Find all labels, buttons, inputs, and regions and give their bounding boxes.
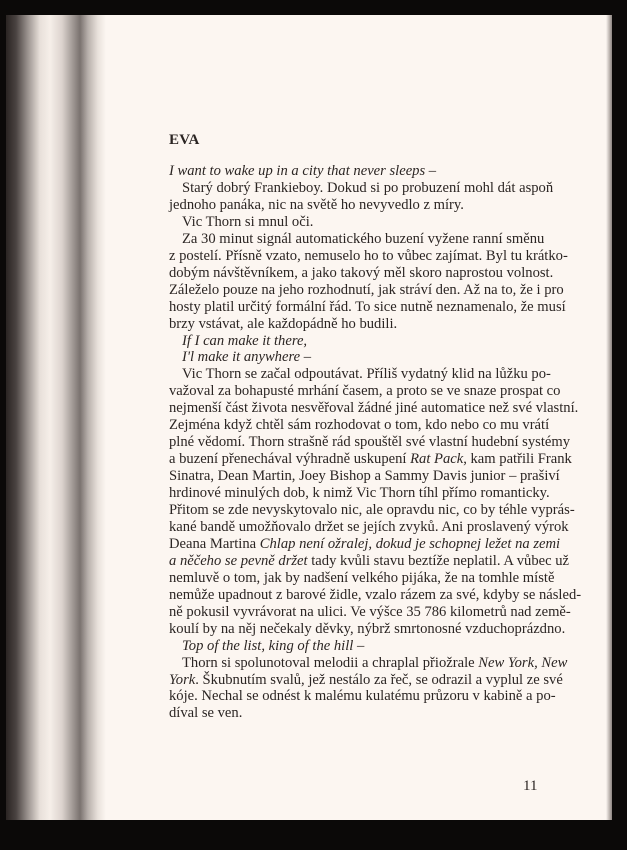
text-run: Za 30 minut signál automatického buzení vyžene ranní směnu (182, 230, 545, 247)
text-line (169, 603, 571, 621)
text-line (169, 586, 582, 604)
italic-text: York (169, 671, 196, 688)
text-run: hrdinové minulých dob, k nimž Vic Thorn tíhl přímo romanticky. (169, 485, 550, 502)
text-line (169, 333, 538, 350)
text-run: , kam patřili Frank (463, 451, 572, 468)
text-line (169, 163, 538, 180)
page-number: 11 (523, 778, 538, 794)
text-line (169, 451, 572, 468)
text-line (169, 552, 569, 570)
text-run: brzy vstávat, ale každopádně ho budili. (169, 315, 398, 332)
text-line (169, 281, 564, 299)
text-run: a buzení přenechával výhradně uskupení (169, 451, 411, 468)
text-line (169, 400, 579, 417)
text-run: nejmenší část života nesvěřoval žádné jiné automatice než své vlastní. (169, 400, 579, 417)
text-run: jednoho panáka, nic na světě ho nevyvedlo z míry. (169, 196, 464, 213)
text-line (169, 298, 566, 316)
text-line (169, 316, 538, 333)
italic-text: Top of the list, king of the hill – (182, 637, 365, 654)
text-line (169, 214, 538, 231)
text-run: ně pokusil vyvrávorat na ulici. Ve výšce 35 786 kilometrů nad země- (169, 603, 571, 620)
text-line (169, 383, 561, 400)
text-run: díval se ven. (169, 705, 243, 722)
text-line (169, 366, 551, 383)
text-line (169, 230, 545, 248)
text-line (169, 264, 554, 282)
text-run: kané bandě umožňovalo držet se jejích zvyků. Ani proslavený výrok (169, 518, 569, 535)
text-line (169, 468, 560, 485)
text-run: dobým návštěvníkem, a jako takový měl skoro naprostou volnost. (169, 264, 554, 281)
text-line (169, 502, 575, 519)
italic-text: I'l make it anywhere – (182, 349, 312, 366)
text-run: kóje. Nechal se odnést k malému kulatému průzoru v kabině a po- (169, 688, 556, 705)
text-run: koulí by na něj nečekaly děvky, nýbrž smrtonosné vzduchoprázdno. (169, 620, 566, 637)
book-page (6, 15, 612, 820)
italic-text: New York, New (478, 654, 568, 671)
text-line (169, 197, 538, 214)
text-run: Sinatra, Dean Martin, Joey Bishop a Sammy Davis junior – prašiví (169, 468, 560, 485)
text-line (169, 671, 563, 689)
text-run: nemůže upadnout z barové židle, vzalo rázem za své, kdyby se násled- (169, 586, 582, 603)
text-run: . Škubnutím svalů, jež nestálo za řeč, se odrazil a vyplul ze své (195, 671, 563, 688)
text-line (169, 705, 538, 722)
text-line (169, 518, 569, 536)
text-run: Thorn si spolunotoval melodii a chraplal přiožrale (182, 654, 479, 671)
italic-text: Rat Pack (410, 451, 464, 468)
text-line (169, 434, 571, 451)
text-run: z postelí. Přísně vzato, nemuselo ho to vůbec zajímat. Byl tu krátko- (169, 247, 568, 264)
text-run: Vic Thorn se začal odpoutávat. Příliš vydatný klid na lůžku po- (182, 366, 551, 383)
text-run: Záleželo pouze na jeho rozhodnutí, jak stráví den. Až na to, že i pro (169, 281, 564, 298)
text-run: Přitom se zde nevyskytovalo nic, ale opravdu nic, co by téhle vyprás- (169, 502, 575, 518)
text-line (169, 179, 554, 197)
text-run: Vic Thorn si mnul oči. (182, 213, 314, 230)
text-line (169, 688, 556, 705)
text-line (169, 535, 561, 553)
italic-text: I want to wake up in a city that never sleeps – (169, 163, 437, 179)
text-run: Starý dobrý Frankieboy. Dokud si po probuzení mohl dát aspoň (182, 179, 554, 196)
text-run: plné vědomí. Thorn strašně rád spouštěl své vlastní hudební systémy (169, 434, 571, 451)
text-line (169, 620, 566, 638)
text-run: Zejména když chtěl sám rozhodovat o tom, kdo nebo co mu vrátí (169, 417, 550, 434)
text-line (169, 569, 555, 587)
text-run: važoval za bohapusté mrhání časem, a proto se ve snaze prospat co (169, 383, 561, 400)
italic-text: Chlap není ožralej, dokud je schopnej ležet na zemi (259, 535, 561, 552)
chapter-title: EVA (169, 132, 200, 148)
text-run: hosty platil určitý formální řád. To sice nutně neznamenalo, že musí (169, 298, 566, 315)
text-run: Deana Martina (169, 535, 260, 552)
text-line (169, 349, 538, 366)
text-line (169, 485, 550, 502)
page-edge-shadow (606, 15, 612, 820)
book-gutter-shadow (6, 15, 106, 820)
italic-text: If I can make it there, (182, 332, 308, 349)
text-line (169, 654, 568, 672)
text-line (169, 247, 568, 265)
text-run: nemluvě o tom, jak by nadšení velkého pijáka, že na tomhle místě (169, 569, 555, 586)
text-run: tady kvůli stavu beztíže neplatil. A vůbec už (307, 552, 569, 569)
text-line (169, 417, 550, 434)
italic-text: a něčeho se pevně držet (169, 552, 308, 569)
text-line (169, 638, 538, 655)
